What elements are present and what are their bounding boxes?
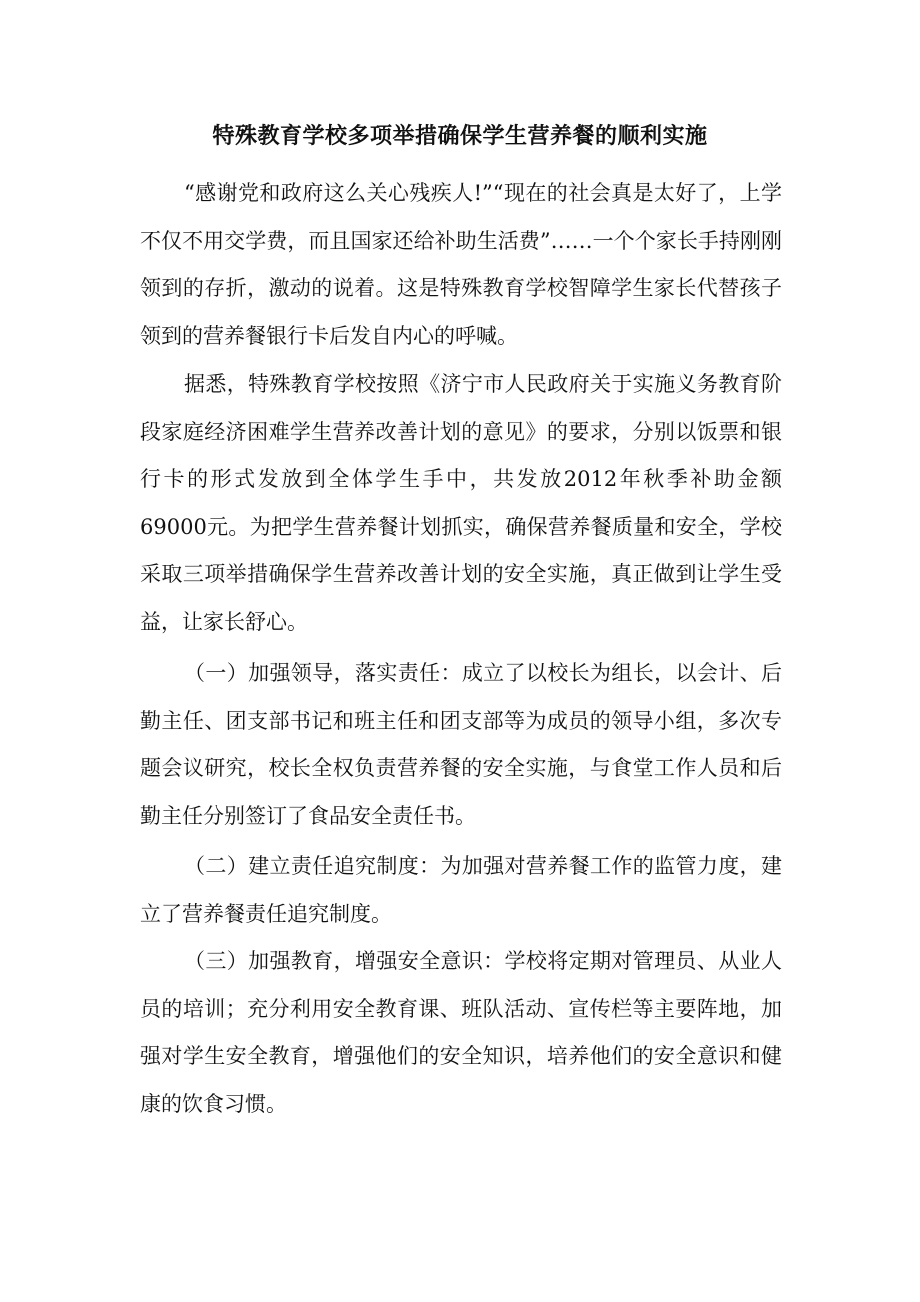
document-title: 特殊教育学校多项举措确保学生营养餐的顺利实施 [212, 123, 708, 149]
paragraph-intro: “感谢党和政府这么关心残疾人!”“现在的社会真是太好了，上学不仅不用交学费，而且国家还给补助生活费”……一个个家长手持刚刚领到的存折，激动的说着。这是特殊教育学校智障学生家长代替孩子领到的营养餐银行卡后发自内心的呼喊。 [140, 181, 782, 348]
paragraph-background: 据悉，特殊教育学校按照《济宁市人民政府关于实施义务教育阶段家庭经济困难学生营养改善计划的意见》的要求，分别以饭票和银行卡的形式发放到全体学生手中，共发放2012年秋季补助金额69000元。为把学生营养餐计划抓实，确保营养餐质量和安全，学校采取三项举措确保学生营养改善计划的安全实施，真正做到让学生受益，让家长舒心。 [140, 372, 782, 634]
paragraph-measure-3: （三）加强教育，增强安全意识：学校将定期对管理员、从业人员的培训；充分利用安全教育课、班队活动、宣传栏等主要阵地，加强对学生安全教育，增强他们的安全知识，培养他们的安全意识和健康的饮食习惯。 [140, 949, 782, 1116]
paragraph-measure-2: （二）建立责任追究制度：为加强对营养餐工作的监管力度，建立了营养餐责任追究制度。 [140, 854, 782, 926]
paragraph-measure-1: （一）加强领导，落实责任：成立了以校长为组长，以会计、后勤主任、团支部书记和班主任和团支部等为成员的领导小组，多次专题会议研究，校长全权负责营养餐的安全实施，与食堂工作人员和后勤主任分别签订了食品安全责任书。 [140, 661, 782, 828]
